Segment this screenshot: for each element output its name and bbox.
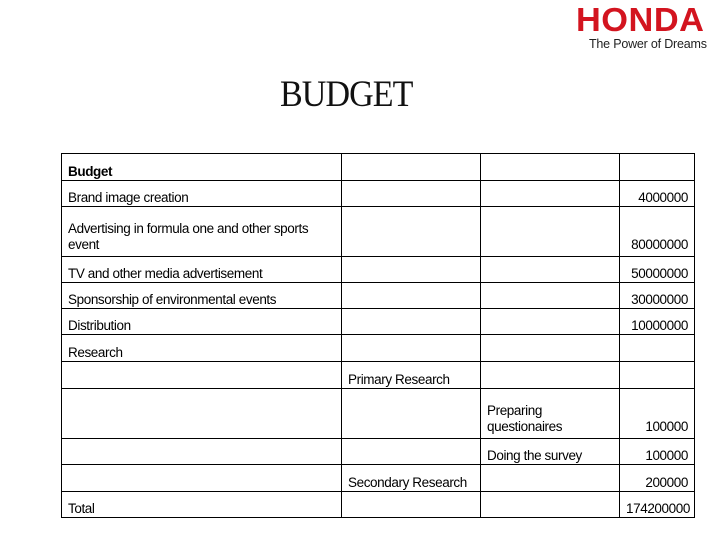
- cell: [342, 283, 481, 309]
- table-row: [62, 362, 695, 389]
- honda-logo: [576, 2, 716, 52]
- logo-wordmark: HONDA: [576, 1, 705, 38]
- amount-cell: [620, 335, 695, 362]
- row-label: [62, 439, 342, 465]
- cell: [481, 181, 620, 207]
- cell: [342, 439, 481, 465]
- table-row: [62, 465, 695, 492]
- row-label: Brand image creation: [62, 181, 342, 207]
- cell: [481, 335, 620, 362]
- table-row: [62, 154, 695, 181]
- cell: [342, 335, 481, 362]
- cell: [342, 492, 481, 518]
- amount-cell: 100000: [620, 439, 695, 465]
- amount-cell: [620, 154, 695, 181]
- cell: [342, 257, 481, 283]
- cell: [481, 257, 620, 283]
- row-label: [62, 465, 342, 492]
- row-label: TV and other media advertisement: [62, 257, 342, 283]
- table-row: [62, 207, 695, 257]
- table-row: [62, 257, 695, 283]
- amount-cell: [620, 362, 695, 389]
- table-row: [62, 309, 695, 335]
- cell: [342, 207, 481, 257]
- table-row: [62, 389, 695, 439]
- logo-tagline: The Power of Dreams: [589, 37, 707, 51]
- subcategory-cell: Secondary Research: [342, 465, 481, 492]
- amount-cell: 30000000: [620, 283, 695, 309]
- cell: [481, 362, 620, 389]
- amount-cell: 200000: [620, 465, 695, 492]
- table-row: [62, 283, 695, 309]
- total-amount-cell: 174200000: [620, 492, 695, 518]
- cell: [342, 154, 481, 181]
- row-label: Sponsorship of environmental events: [62, 283, 342, 309]
- subcategory-cell: Primary Research: [342, 362, 481, 389]
- amount-cell: 100000: [620, 389, 695, 439]
- table-row: [62, 335, 695, 362]
- amount-cell: 4000000: [620, 181, 695, 207]
- cell: [481, 465, 620, 492]
- row-label: Total: [62, 492, 342, 518]
- row-label: Distribution: [62, 309, 342, 335]
- budget-table: [61, 153, 695, 518]
- amount-cell: 50000000: [620, 257, 695, 283]
- row-label: Budget: [62, 154, 342, 181]
- row-label: Advertising in formula one and other sports event: [62, 207, 342, 257]
- cell: [342, 309, 481, 335]
- slide-title: BUDGET: [280, 74, 413, 115]
- item-cell: Preparing questionaires: [481, 389, 620, 439]
- table-row: [62, 439, 695, 465]
- cell: [481, 154, 620, 181]
- cell: [481, 283, 620, 309]
- amount-cell: 10000000: [620, 309, 695, 335]
- row-label: [62, 389, 342, 439]
- cell: [481, 207, 620, 257]
- amount-cell: 80000000: [620, 207, 695, 257]
- row-label: Research: [62, 335, 342, 362]
- cell: [481, 309, 620, 335]
- row-label: [62, 362, 342, 389]
- cell: [342, 389, 481, 439]
- item-cell: Doing the survey: [481, 439, 620, 465]
- table-row: [62, 492, 695, 518]
- cell: [342, 181, 481, 207]
- cell: [481, 492, 620, 518]
- table-row: [62, 181, 695, 207]
